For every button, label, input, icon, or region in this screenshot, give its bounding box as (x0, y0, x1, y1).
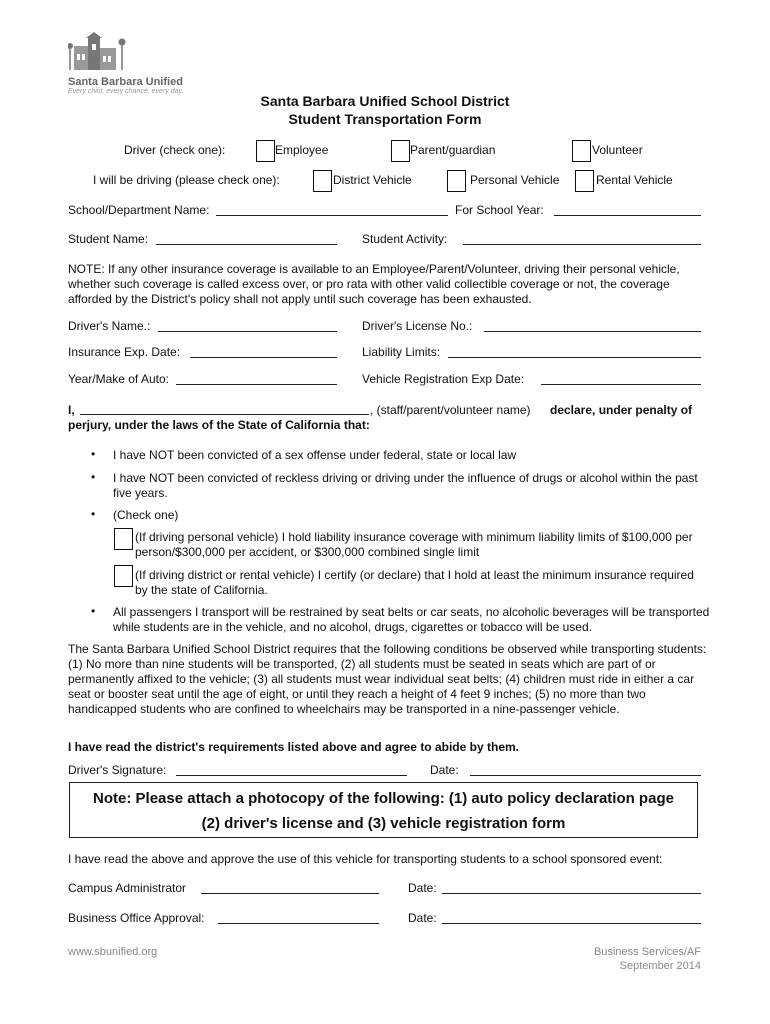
page-subtitle: Student Transportation Form (288, 111, 482, 127)
volunteer-checkbox[interactable] (572, 140, 591, 162)
employee-checkbox[interactable] (256, 140, 275, 162)
rental-vehicle-option-label: Rental Vehicle (596, 173, 673, 187)
parent-guardian-checkbox[interactable] (391, 140, 410, 162)
drivers-signature-label: Driver's Signature: (68, 763, 167, 777)
school-year-label: For School Year: (455, 203, 544, 217)
license-no-field[interactable] (484, 331, 701, 332)
year-make-field[interactable] (176, 384, 337, 385)
declaration-i: I, (68, 403, 75, 417)
attach-note-box (69, 782, 698, 838)
bullet-check-one: (Check one) (113, 508, 179, 522)
license-no-label: Driver's License No.: (362, 319, 473, 333)
business-office-field[interactable] (218, 923, 379, 924)
bullet-dot: • (91, 604, 96, 618)
school-department-label: School/Department Name: (68, 203, 210, 217)
drivers-name-label: Driver's Name.: (68, 319, 151, 333)
signature-date-field[interactable] (470, 775, 701, 776)
insurance-exp-label: Insurance Exp. Date: (68, 345, 181, 359)
drivers-name-field[interactable] (158, 331, 337, 332)
registration-exp-label: Vehicle Registration Exp Date: (362, 372, 525, 386)
declaration-declare: declare, under penalty of (550, 403, 693, 417)
district-rental-insurance-text: (If driving district or rental vehicle) I certify (or declare) that I hold at least the minimum insurance required by the state of California. (135, 568, 694, 597)
bullet-dot: • (91, 470, 96, 484)
bullet-dot: • (91, 447, 96, 461)
bullet-reckless-driving: I have NOT been convicted of reckless driving or driving under the influence of drugs or alcohol within the past five years. (113, 471, 698, 500)
signature-date-label: Date: (430, 763, 459, 777)
volunteer-option-label: Volunteer (592, 143, 643, 157)
personal-vehicle-insurance-text: (If driving personal vehicle) I hold liability insurance coverage with minimum liability limits of $100,000 per person/$300,000 per accident, or $300,000 combined single limit (135, 530, 693, 559)
bullet-sex-offense: I have NOT been convicted of a sex offense under federal, state or local law (113, 448, 517, 462)
logo-name: Santa Barbara Unified (68, 76, 183, 88)
liability-limits-field[interactable] (448, 357, 701, 358)
bullet-dot: • (91, 507, 96, 521)
declaration-name-note: , (staff/parent/volunteer name) (370, 403, 531, 417)
personal-vehicle-checkbox[interactable] (447, 170, 466, 192)
footer-date: September 2014 (619, 960, 701, 972)
personal-vehicle-option-label: Personal Vehicle (470, 173, 560, 187)
mission-building-icon (68, 32, 128, 72)
approval-text: I have read the above and approve the use of this vehicle for transporting students to a school sponsored event: (68, 852, 663, 866)
district-vehicle-checkbox[interactable] (313, 170, 332, 192)
employee-option-label: Employee (275, 143, 329, 157)
campus-admin-label: Campus Administrator (68, 881, 187, 895)
business-office-date-label: Date: (408, 911, 437, 925)
logo-tagline: Every child, every chance, every day. (68, 88, 184, 95)
driver-label: Driver (check one): (124, 143, 226, 157)
bullet-passengers: All passengers I transport will be restrained by seat belts or car seats, no alcoholic beverages will be transported while students are in the vehicle, and no alcohol, drugs, cigarettes or tobacco will be used. (113, 605, 710, 634)
drivers-signature-field[interactable] (176, 775, 407, 776)
footer-website: www.sbunified.org (68, 946, 158, 958)
driving-label: I will be driving (please check one): (93, 173, 280, 187)
district-rental-insurance-checkbox[interactable] (114, 565, 133, 587)
declaration-line2: perjury, under the laws of the State of California that: (68, 418, 370, 432)
insurance-note: NOTE: If any other insurance coverage is available to an Employee/Parent/Volunteer, driving their personal vehicle, whether such coverage is called excess over, or pro rata with other valid collectible coverage or not, the coverage afforded by the District's policy shall not apply until such coverage has been exhausted. (68, 262, 680, 306)
rental-vehicle-checkbox[interactable] (575, 170, 594, 192)
district-vehicle-option-label: District Vehicle (333, 173, 412, 187)
registration-exp-field[interactable] (541, 384, 701, 385)
attach-note-line2: (2) driver's license and (3) vehicle registration form (201, 815, 566, 832)
footer-department: Business Services/AF (594, 946, 701, 958)
school-year-field[interactable] (554, 215, 701, 216)
campus-admin-date-field[interactable] (442, 893, 701, 894)
requirements-paragraph: The Santa Barbara Unified School District requires that the following conditions be observed while transporting students: (1) No more than nine students will be transported, (2) all students must be seated in seats which are part of or permanently affixed to the vehicle; (3) all students must wear individual seat belts; (4) children must ride in either a car seat or booster seat until the age of eight, or until they reach a height of 4 feet 9 inches; (5) no more than two handicapped students who are confined to wheelchairs may be transported in a nine-passenger vehicle. (68, 642, 707, 716)
page-title: Santa Barbara Unified School District (260, 93, 510, 109)
agree-statement: I have read the district's requirements listed above and agree to abide by them. (68, 740, 519, 754)
student-name-field[interactable] (156, 244, 337, 245)
business-office-label: Business Office Approval: (68, 911, 205, 925)
campus-admin-field[interactable] (201, 893, 379, 894)
year-make-label: Year/Make of Auto: (68, 372, 169, 386)
parent-guardian-option-label: Parent/guardian (410, 143, 496, 157)
liability-limits-label: Liability Limits: (362, 345, 441, 359)
student-name-label: Student Name: (68, 232, 149, 246)
personal-vehicle-insurance-checkbox[interactable] (114, 528, 133, 550)
business-office-date-field[interactable] (442, 923, 701, 924)
campus-admin-date-label: Date: (408, 881, 437, 895)
school-department-field[interactable] (216, 215, 448, 216)
declarant-name-field[interactable] (80, 414, 369, 415)
student-activity-field[interactable] (463, 244, 701, 245)
student-activity-label: Student Activity: (362, 232, 448, 246)
attach-note-line1: Note: Please attach a photocopy of the following: (1) auto policy declaration page (93, 790, 674, 807)
insurance-exp-field[interactable] (190, 357, 337, 358)
district-logo (68, 32, 183, 95)
